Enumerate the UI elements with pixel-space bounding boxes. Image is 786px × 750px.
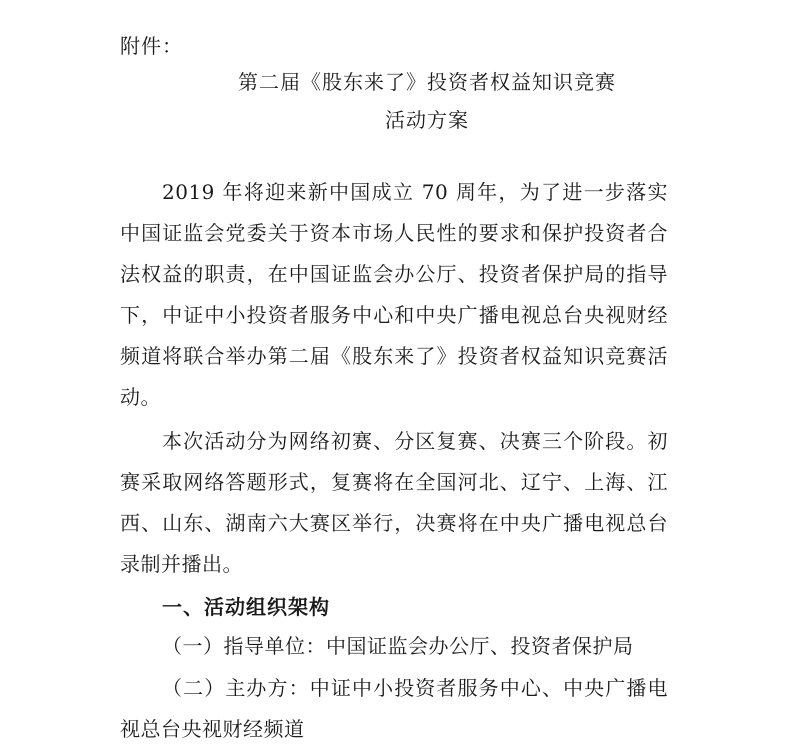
document-subtitle: 活动方案	[385, 108, 469, 132]
list-item-guiding-unit: （一）指导单位：中国证监会办公厅、投资者保护局	[162, 634, 634, 658]
section-heading-organization: 一、活动组织架构	[162, 595, 330, 619]
stages-paragraph: 本次活动分为网络初赛、分区复赛、决赛三个阶段。初赛采取网络答题形式，复赛将在全国河北、辽宁、上海、江西、山东、湖南六大赛区举行，决赛将在中央广播电视总台录制并播出。	[120, 429, 668, 576]
attachment-label: 附件：	[120, 34, 183, 58]
list-item-organizer: （二）主办方：中证中小投资者服务中心、中央广播电视总台央视财经频道	[120, 676, 668, 741]
intro-paragraph: 2019 年将迎来新中国成立 70 周年，为了进一步落实中国证监会党委关于资本市场人民性的要求和保护投资者合法权益的职责，在中国证监会办公厅、投资者保护局的指导下，中证中小投资者服务中心和中央广播电视总台央视财经频道将联合举办第二届《股东来了》投资者权益知识竞赛活动。	[120, 180, 668, 409]
document-title: 第二届《股东来了》投资者权益知识竞赛	[238, 70, 616, 94]
